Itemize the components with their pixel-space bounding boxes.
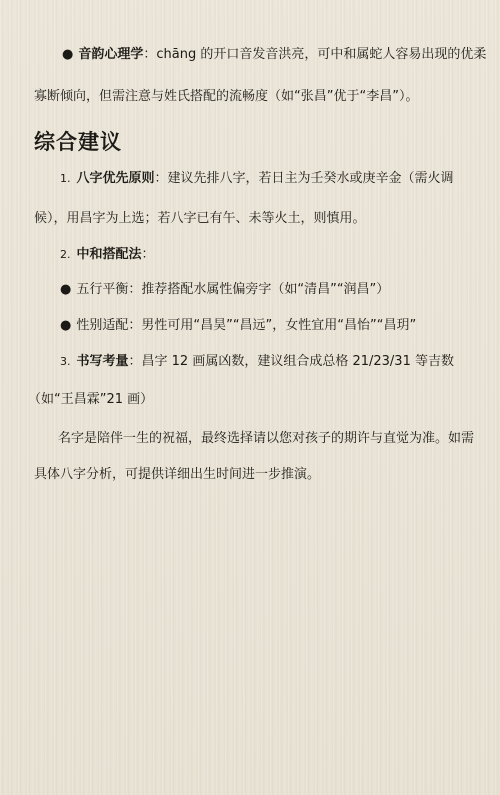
item1-label: 八字优先原则 [76, 171, 155, 186]
item3-line1 [60, 353, 454, 371]
closing-line2: 具体八字分析，可提供详细出生时间进一步推演。 [34, 467, 321, 482]
item1-text-line2: 候），用昌字为上选；若八字已有午、未等火土，则慎用。 [34, 211, 366, 226]
phonetic-text-line1: ：chāng 的开口音发音洪亮，可中和属蛇人容易出现的优柔 [143, 47, 487, 62]
sub-bullet-item [60, 281, 389, 299]
sub-bullet-text: 性别适配：男性可用“昌昊”“昌远”，女性宜用“昌怡”“昌玥” [76, 318, 417, 333]
item3-text-line1: ：昌字 12 画属凶数，建议组合成总格 21/23/31 等吉数 [128, 354, 454, 369]
item3-text-line2: （如“王昌霖”21 画） [28, 392, 154, 407]
section-heading: 综合建议 [34, 130, 122, 154]
item1-line1 [60, 170, 454, 188]
item1-text-line1: ：建议先排八字，若日主为壬癸水或庚辛金（需火调 [154, 171, 454, 186]
phonetic-label: 音韵心理学 [78, 47, 144, 62]
item2-line [60, 246, 155, 264]
item2-colon: ： [141, 247, 155, 262]
item2-number: 2. [60, 248, 71, 261]
sub-bullet-text: 五行平衡：推荐搭配水属性偏旁字（如“清昌”“润昌”） [76, 282, 390, 297]
phonetic-text-line2: 寡断倾向，但需注意与姓氏搭配的流畅度（如“张昌”优于“李昌”）。 [34, 89, 419, 104]
sub-bullet-item [60, 317, 416, 335]
bullet-icon: ● [62, 47, 74, 62]
item3-label: 书写考量 [76, 354, 129, 369]
phonetic-bullet-line1 [62, 46, 486, 64]
closing-line1: 名字是陪伴一生的祝福，最终选择请以您对孩子的期许与直觉为准。如需 [58, 431, 475, 446]
item1-number: 1. [60, 172, 71, 185]
bullet-icon: ● [60, 318, 72, 333]
bullet-icon: ● [60, 282, 72, 297]
item2-label: 中和搭配法 [76, 247, 142, 262]
item3-number: 3. [60, 355, 71, 368]
